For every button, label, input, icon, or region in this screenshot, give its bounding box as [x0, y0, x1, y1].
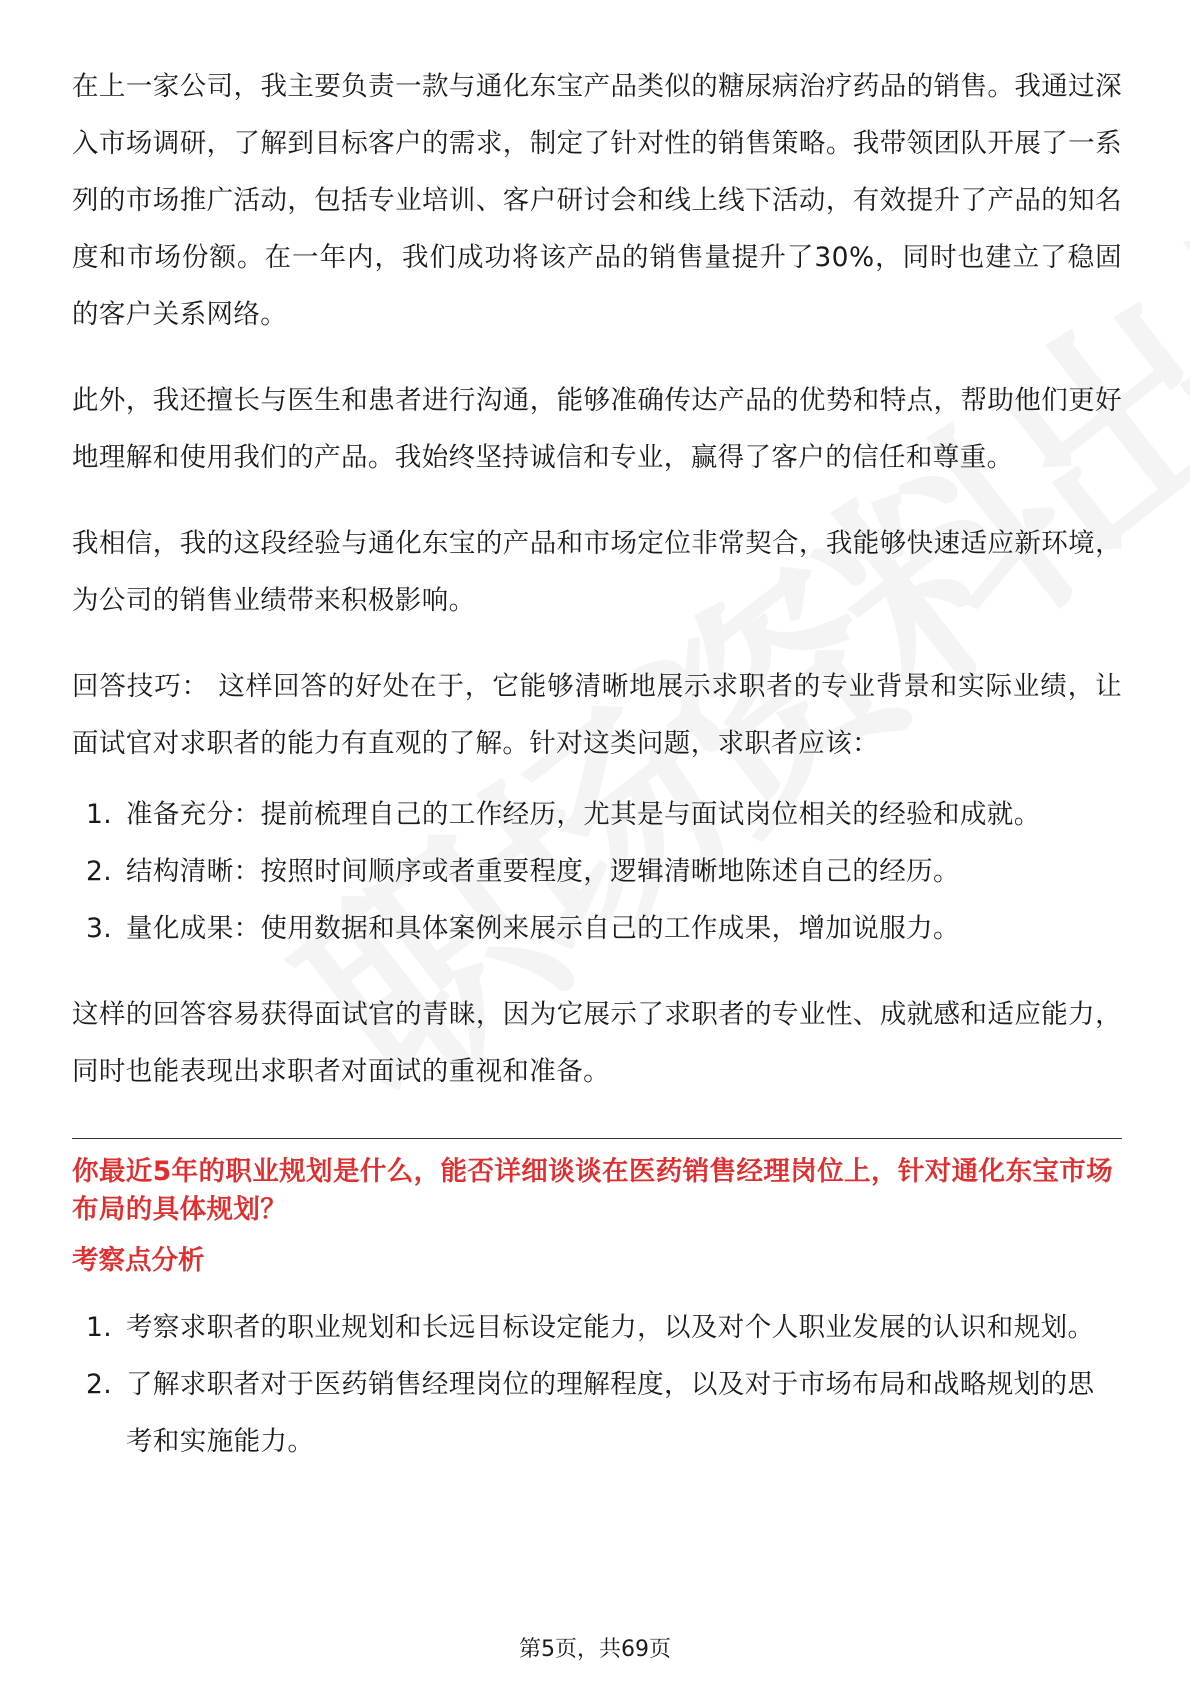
analysis-heading: 考察点分析: [72, 1245, 205, 1276]
paragraph-experience: 在上一家公司，我主要负责一款与通化东宝产品类似的糖尿病治疗药品的销售。我通过深入市场调研，了解到目标客户的需求，制定了针对性的销售策略。我带领团队开展了一系列的市场推广活动，包括专业培训、客户研讨会和线上线下活动，有效提升了产品的知名度和市场份额。在一年内，我们成功将该产品的销售量提升了30%，同时也建立了稳固的客户关系网络。: [72, 71, 1122, 330]
list-number: 2.: [86, 856, 113, 887]
list-number: 1.: [86, 1312, 113, 1343]
page-content: [72, 58, 1122, 1470]
list-item-text: 了解求职者对于医药销售经理岗位的理解程度，以及对于市场布局和战略规划的思考和实施能力。: [126, 1369, 1095, 1457]
section-divider: [72, 1138, 1122, 1139]
list-item-text: 量化成果：使用数据和具体案例来展示自己的工作成果，增加说服力。: [126, 913, 960, 944]
list-number: 3.: [86, 913, 113, 944]
list-item-text: 结构清晰：按照时间顺序或者重要程度，逻辑清晰地陈述自己的经历。: [126, 856, 960, 887]
list-item: [72, 900, 1122, 957]
list-item: [72, 1356, 1122, 1470]
paragraph-summary: 这样的回答容易获得面试官的青睐，因为它展示了求职者的专业性、成就感和适应能力，同时也能表现出求职者对面试的重视和准备。: [72, 999, 1122, 1087]
list-number: 1.: [86, 799, 113, 830]
list-number: 2.: [86, 1369, 113, 1400]
analysis-list: [72, 1299, 1122, 1470]
list-item-text: 考察求职者的职业规划和长远目标设定能力，以及对个人职业发展的认识和规划。: [126, 1312, 1095, 1343]
list-item-text: 准备充分：提前梳理自己的工作经历，尤其是与面试岗位相关的经验和成就。: [126, 799, 1041, 830]
interview-question: 你最近5年的职业规划是什么，能否详细谈谈在医药销售经理岗位上，针对通化东宝市场布局的具体规划？: [72, 1156, 1114, 1225]
paragraph-communication: 此外，我还擅长与医生和患者进行沟通，能够准确传达产品的优势和特点，帮助他们更好地理解和使用我们的产品。我始终坚持诚信和专业，赢得了客户的信任和尊重。: [72, 385, 1122, 473]
paragraph-fit: 我相信，我的这段经验与通化东宝的产品和市场定位非常契合，我能够快速适应新环境，为公司的销售业绩带来积极影响。: [72, 528, 1122, 616]
list-item: [72, 843, 1122, 900]
paragraph-answer-tips: 回答技巧： 这样回答的好处在于，它能够清晰地展示求职者的专业背景和实际业绩，让面试官对求职者的能力有直观的了解。针对这类问题，求职者应该：: [72, 671, 1122, 759]
list-item: [72, 786, 1122, 843]
page-footer: 第5页，共69页: [519, 1637, 671, 1662]
list-item: [72, 1299, 1122, 1356]
tips-list: [72, 786, 1122, 957]
